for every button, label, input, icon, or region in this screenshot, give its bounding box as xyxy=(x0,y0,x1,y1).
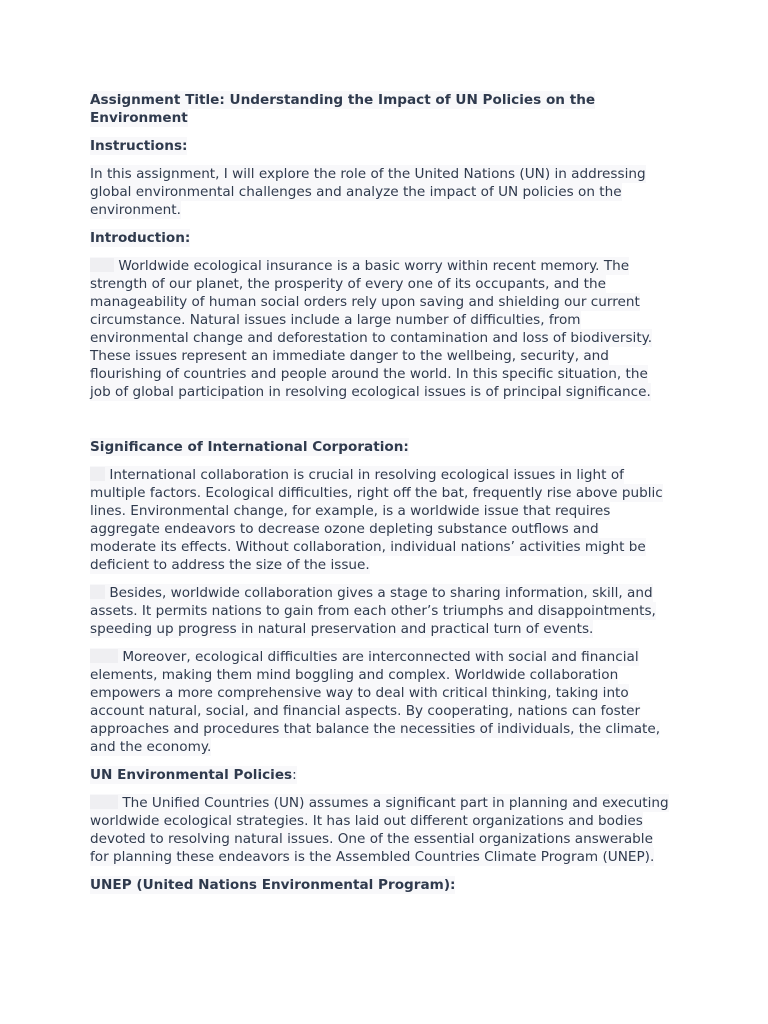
paragraph-line: environmental change and deforestation to contamination and loss of biodiversity. xyxy=(90,330,653,346)
paragraph-line: worldwide ecological strategies. It has laid out different organizations and bodies xyxy=(90,813,643,829)
significance-paragraph-2 xyxy=(90,584,682,638)
paragraph-line: environment. xyxy=(90,202,181,218)
un-policies-paragraph xyxy=(90,794,682,866)
paragraph-line: moderate its effects. Without collaboration, individual nations’ activities might be xyxy=(90,539,646,555)
paragraph-line: These issues represent an immediate danger to the wellbeing, security, and xyxy=(90,348,609,364)
paragraph-line: devoted to resolving natural issues. One of the essential organizations answerable xyxy=(90,831,653,847)
paragraph-line: aggregate endeavors to decrease ozone depleting substance outflows and xyxy=(90,521,599,537)
title-line: Environment xyxy=(90,110,188,126)
instructions-paragraph xyxy=(90,165,682,219)
unep-heading: UNEP (United Nations Environmental Program): xyxy=(90,877,456,893)
paragraph-indent xyxy=(90,467,105,481)
un-policies-heading: UN Environmental Policies: xyxy=(90,767,297,783)
paragraph-line: circumstance. Natural issues include a large number of difficulties, from xyxy=(90,312,581,328)
introduction-paragraph xyxy=(90,257,682,401)
paragraph-line: deficient to address the size of the issue. xyxy=(90,557,370,573)
paragraph-line: Besides, worldwide collaboration gives a stage to sharing information, skill, and xyxy=(109,585,653,601)
document-page xyxy=(90,91,682,894)
paragraph-line: for planning these endeavors is the Assembled Countries Climate Program (UNEP). xyxy=(90,849,655,865)
paragraph-line: speeding up progress in natural preservation and practical turn of events. xyxy=(90,621,594,637)
paragraph-line: strength of our planet, the prosperity of every one of its occupants, and the xyxy=(90,276,606,292)
paragraph-indent xyxy=(90,795,118,809)
paragraph-line: Moreover, ecological difficulties are interconnected with social and financial xyxy=(122,649,639,665)
paragraph-line: lines. Environmental change, for example, is a worldwide issue that requires xyxy=(90,503,611,519)
paragraph-line: The Unified Countries (UN) assumes a significant part in planning and executing xyxy=(122,795,669,811)
significance-paragraph-3 xyxy=(90,648,682,756)
paragraph-line: assets. It permits nations to gain from each other’s triumphs and disappointments, xyxy=(90,603,656,619)
paragraph-line: flourishing of countries and people around the world. In this specific situation, the xyxy=(90,366,648,382)
introduction-heading: Introduction: xyxy=(90,230,191,246)
significance-paragraph-1 xyxy=(90,466,682,574)
paragraph-line: elements, making them mind boggling and complex. Worldwide collaboration xyxy=(90,667,619,683)
paragraph-line: job of global participation in resolving ecological issues is of principal significance. xyxy=(90,384,651,400)
title-line: Assignment Title: Understanding the Impact of UN Policies on the xyxy=(90,92,596,108)
significance-heading: Significance of International Corporation: xyxy=(90,439,409,455)
paragraph-line: account natural, social, and financial aspects. By cooperating, nations can foster xyxy=(90,703,641,719)
paragraph-line: empowers a more comprehensive way to deal with critical thinking, taking into xyxy=(90,685,629,701)
paragraph-line: In this assignment, I will explore the role of the United Nations (UN) in addressing xyxy=(90,166,646,182)
paragraph-line: Worldwide ecological insurance is a basic worry within recent memory. The xyxy=(118,258,630,274)
paragraph-indent xyxy=(90,649,118,663)
paragraph-line: global environmental challenges and analyze the impact of UN policies on the xyxy=(90,184,622,200)
paragraph-line: and the economy. xyxy=(90,739,212,755)
paragraph-line: International collaboration is crucial in resolving ecological issues in light of xyxy=(109,467,624,483)
paragraph-indent xyxy=(90,258,114,272)
paragraph-line: approaches and procedures that balance the necessities of individuals, the climate, xyxy=(90,721,661,737)
instructions-heading: Instructions: xyxy=(90,138,188,154)
assignment-title xyxy=(90,91,682,127)
paragraph-line: manageability of human social orders rely upon saving and shielding our current xyxy=(90,294,640,310)
paragraph-indent xyxy=(90,585,105,599)
paragraph-line: multiple factors. Ecological difficulties, right off the bat, frequently rise above public xyxy=(90,485,663,501)
